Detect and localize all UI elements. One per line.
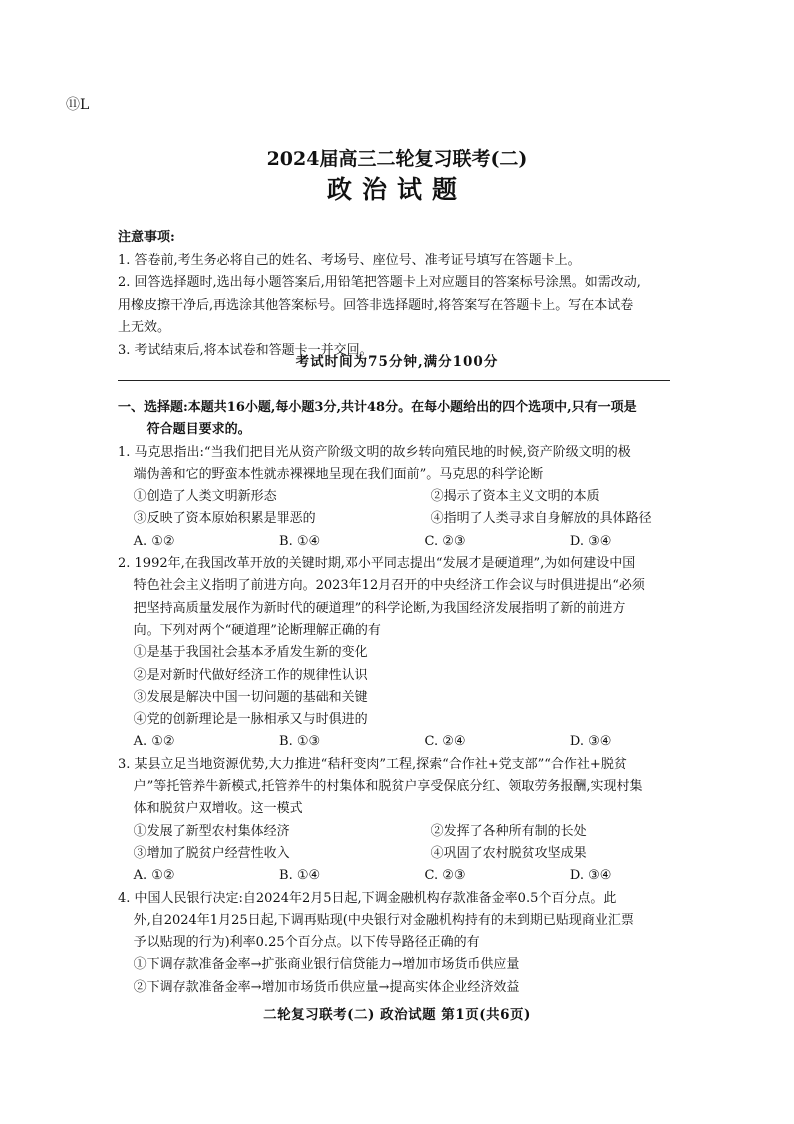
instruction-line: 1. 答卷前,考生务必将自己的姓名、考场号、座位号、准考证号填写在答题卡上。: [118, 252, 581, 268]
question-stem: 端伪善和它的野蛮本性就赤裸裸地呈现在我们面前”。马克思的科学论断: [133, 466, 544, 482]
question-2: [118, 553, 678, 754]
option: ②是对新时代做好经济工作的规律性认识: [133, 667, 368, 683]
question-stem: 向。下列对两个“硬道理”论断理解正确的有: [133, 622, 381, 638]
question-3: [118, 754, 678, 888]
question-4: [118, 888, 678, 999]
option: ①是基于我国社会基本矛盾发生新的变化: [133, 645, 368, 661]
question-stem: 予以贴现的行为)利率0.25个百分点。以下传导路径正确的有: [133, 935, 480, 951]
option: ②揭示了资本主义文明的本质: [430, 489, 600, 505]
option: ④巩固了农村脱贫攻坚成果: [430, 845, 587, 861]
option: ④党的创新理论是一脉相承又与时俱进的: [133, 712, 368, 728]
instruction-line: 上无效。: [118, 320, 171, 335]
section-heading: [118, 397, 678, 442]
option: ③发展是解决中国一切问题的基础和关键: [133, 689, 368, 705]
question-stem: 户”等托管养牛新模式,托管养牛的村集体和脱贫户享受保底分红、领取劳务报酬,实现村集: [133, 779, 643, 795]
corner-mark: ⑪L: [66, 97, 90, 113]
answer-choice: C. ②③: [424, 533, 466, 549]
answer-choice: D. ③④: [569, 533, 612, 549]
answer-choice: A. ①②: [133, 734, 175, 750]
instructions-heading: 注意事项:: [118, 230, 175, 245]
question-stem: 4. 中国人民银行决定:自2024年2月5日起,下调金融机构存款准备金率0.5个百分点。此: [118, 890, 617, 906]
answer-choice: D. ③④: [569, 868, 612, 884]
section-heading-line: 一、选择题:本题共16小题,每小题3分,共计48分。在每小题给出的四个选项中,只有一项是: [118, 400, 637, 415]
question-stem: 特色社会主义指明了前进方向。2023年12月召开的中央经济工作会议与时俱进提出“必须: [133, 578, 645, 594]
answer-choice: A. ①②: [133, 868, 175, 884]
question-stem: 3. 某县立足当地资源优势,大力推进“秸秆变肉”工程,探索“合作社+党支部”“合作社+脱贫: [118, 756, 627, 772]
option: ④指明了人类寻求自身解放的具体路径: [430, 511, 652, 527]
option: ①下调存款准备金率→扩张商业银行信贷能力→增加市场货币供应量: [133, 957, 520, 973]
option: ③反映了资本原始积累是罪恶的: [133, 511, 316, 527]
instruction-line: 用橡皮擦干净后,再选涂其他答案标号。回答非选择题时,将答案写在答题卡上。写在本试卷: [118, 297, 634, 313]
option: ①发展了新型农村集体经济: [133, 823, 290, 839]
questions-area: [118, 397, 678, 999]
instruction-line: 3. 考试结束后,将本试卷和答题卡一并交回。: [118, 342, 373, 358]
divider: [118, 380, 670, 381]
answer-choice: B. ①④: [279, 533, 321, 549]
answer-choice: B. ①③: [279, 734, 321, 750]
exam-title: 2024届高三二轮复习联考(二): [266, 148, 528, 170]
answer-choice: D. ③④: [569, 734, 612, 750]
instruction-line: 2. 回答选择题时,选出每小题答案后,用铅笔把答题卡上对应题目的答案标号涂黑。如需改动,: [118, 275, 641, 290]
exam-time: 考试时间为75分钟,满分100分: [295, 354, 499, 370]
question-stem: 把坚持高质量发展作为新时代的硬道理”的科学论断,为我国经济发展指明了新的前进方: [133, 600, 626, 616]
answer-choice: A. ①②: [133, 533, 175, 549]
option: ③增加了脱贫户经营性收入: [133, 845, 290, 861]
answer-choice: C. ②④: [424, 734, 466, 750]
answer-choice: C. ②③: [424, 868, 466, 884]
question-1: [118, 442, 678, 553]
question-stem: 1. 马克思指出:“当我们把目光从资产阶级文明的故乡转向殖民地的时候,资产阶级文明的极: [118, 444, 631, 460]
question-stem: 2. 1992年,在我国改革开放的关键时期,邓小平同志提出“发展才是硬道理”,为如何建设中国: [118, 556, 636, 572]
instructions: [118, 227, 678, 362]
question-stem: 体和脱贫户双增收。这一模式: [133, 801, 303, 817]
page-footer: 二轮复习联考(二) 政治试题 第1页(共6页): [263, 1007, 531, 1023]
option: ②下调存款准备金率→增加市场货币供应量→提高实体企业经济效益: [133, 979, 520, 995]
section-heading-line: 符合题目要求的。: [146, 422, 251, 438]
answer-choice: B. ①④: [279, 868, 321, 884]
option: ①创造了人类文明新形态: [133, 489, 277, 505]
option: ②发挥了各种所有制的长处: [430, 823, 587, 839]
question-stem: 外,自2024年1月25日起,下调再贴现(中央银行对金融机构持有的未到期已贴现商业汇票: [133, 912, 634, 928]
subject-title: 政治试题: [326, 175, 467, 204]
